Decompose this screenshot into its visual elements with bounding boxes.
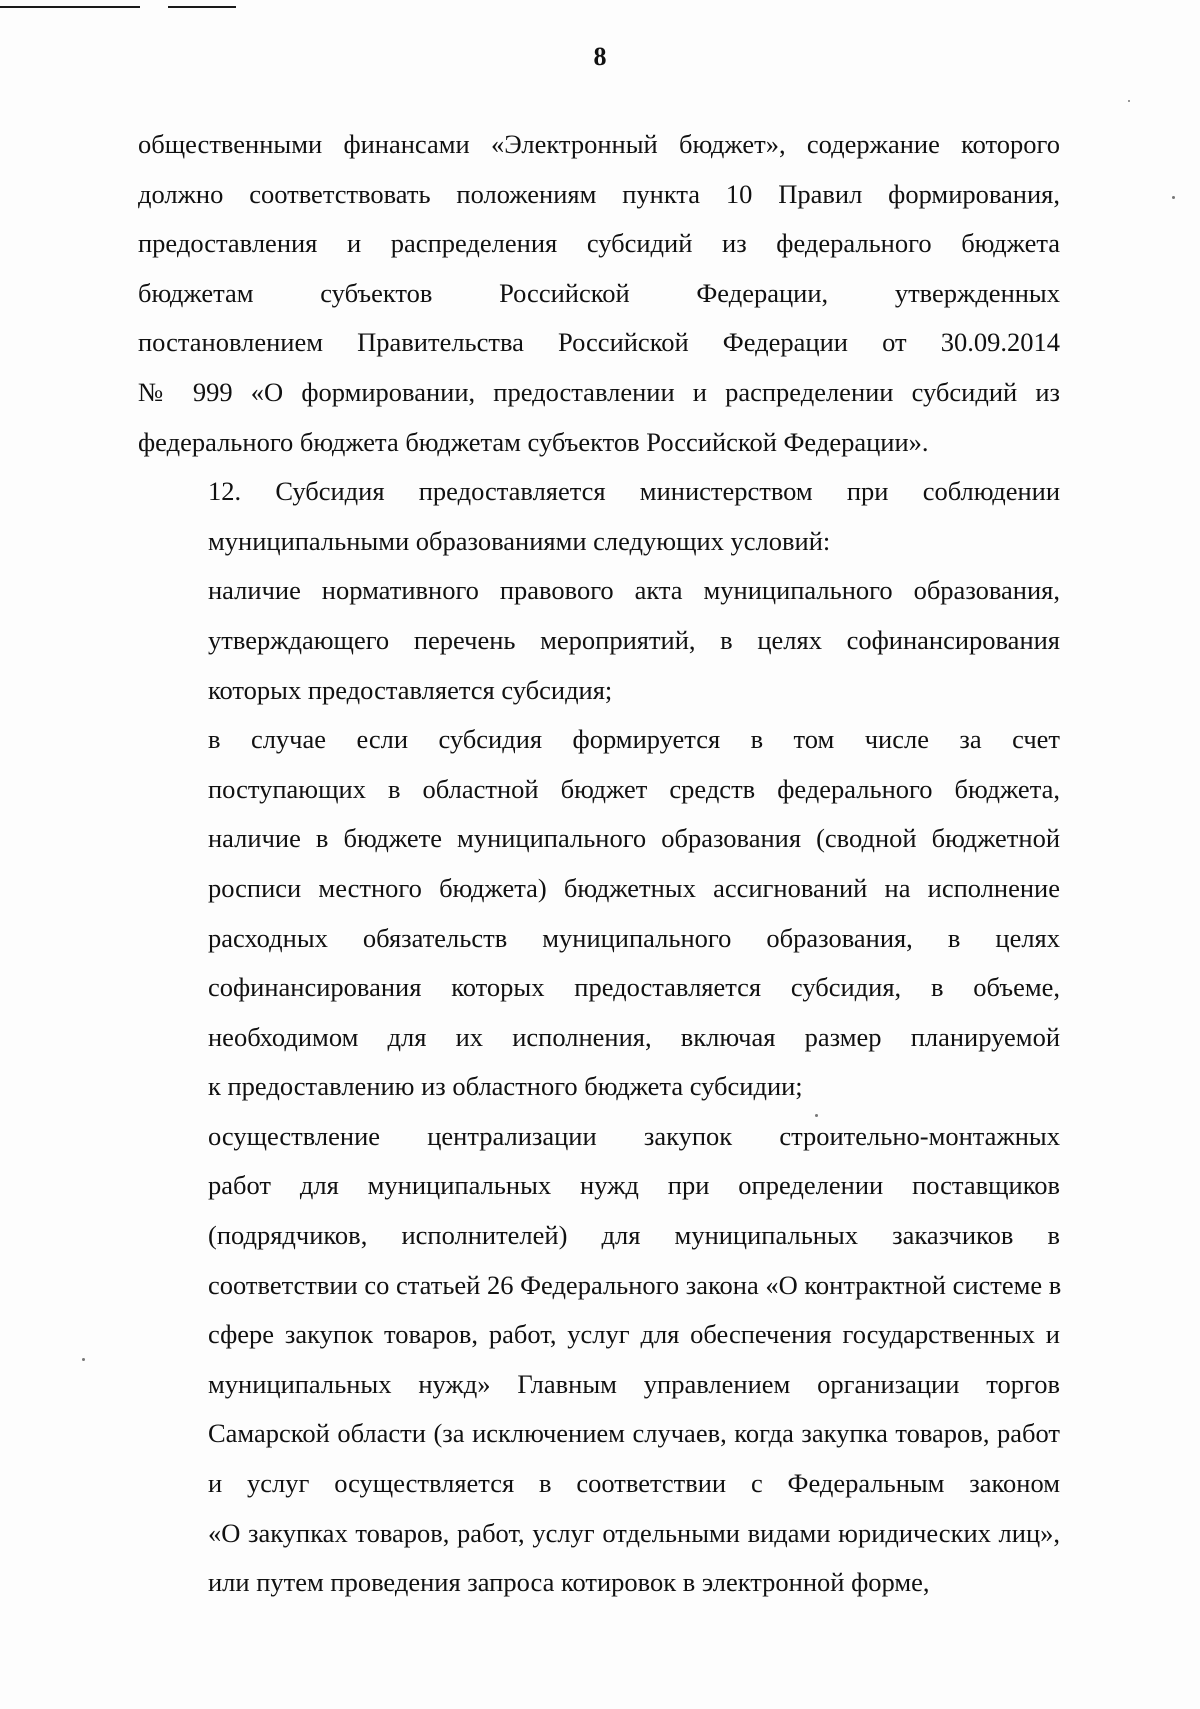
text-line: необходимом для их исполнения, включая размер планируемой (208, 1021, 1060, 1052)
text-line: 12. Субсидия предоставляется министерством при соблюдении (208, 476, 1060, 507)
text-line: росписи местного бюджета) бюджетных ассигнований на исполнение (208, 872, 1060, 903)
document-body (138, 120, 1060, 1608)
text-line: работ для муниципальных нужд при определении поставщиков (208, 1170, 1060, 1201)
text-line: должно соответствовать положениям пункта 10 Правил формирования, (138, 178, 1060, 209)
scan-artifact-line (0, 6, 140, 8)
text-line: бюджетам субъектов Российской Федерации, утвержденных (138, 277, 1060, 308)
text-line: наличие нормативного правового акта муниципального образования, (208, 575, 1060, 606)
page-number: 8 (593, 42, 607, 71)
text-line: муниципальными образованиями следующих условий: (208, 525, 831, 556)
text-line: которых предоставляется субсидия; (208, 674, 613, 705)
paragraph (138, 120, 1060, 467)
text-line: Самарской области (за исключением случаев, когда закупка товаров, работ (208, 1418, 1060, 1449)
paragraph (138, 715, 1060, 1112)
text-line: наличие в бюджете муниципального образования (сводной бюджетной (208, 823, 1060, 854)
text-line: осуществление централизации закупок строительно-монтажных (208, 1120, 1060, 1151)
text-line: и услуг осуществляется в соответствии с Федеральным законом (208, 1468, 1060, 1499)
scan-speck (815, 1114, 818, 1117)
text-line: муниципальных нужд» Главным управлением организации торгов (208, 1368, 1060, 1399)
text-line: федерального бюджета бюджетам субъектов Российской Федерации». (138, 426, 929, 457)
text-line: поступающих в областной бюджет средств федерального бюджета, (208, 773, 1060, 804)
text-line: или путем проведения запроса котировок в электронной форме, (208, 1567, 930, 1598)
paragraph (138, 467, 1060, 566)
text-line: «О закупках товаров, работ, услуг отдельными видами юридических лиц», (208, 1517, 1060, 1548)
paragraph (138, 1112, 1060, 1608)
text-line: соответствии со статьей 26 Федерального закона «О контрактной системе в (208, 1269, 1062, 1300)
scan-speck (82, 1358, 85, 1361)
text-line: расходных обязательств муниципального образования, в целях (208, 922, 1060, 953)
paragraph (138, 566, 1060, 715)
text-line: общественными финансами «Электронный бюджет», содержание которого (138, 129, 1060, 159)
text-line: предоставления и распределения субсидий из федерального бюджета (138, 228, 1060, 259)
text-line: постановлением Правительства Российской Федерации от 30.09.2014 (138, 327, 1060, 358)
text-line: сфере закупок товаров, работ, услуг для обеспечения государственных и (208, 1319, 1060, 1350)
text-line: софинансирования которых предоставляется субсидия, в объеме, (208, 972, 1060, 1003)
text-line: (подрядчиков, исполнителей) для муниципальных заказчиков в (208, 1220, 1060, 1251)
text-line: № 999 «О формировании, предоставлении и распределении субсидий из (138, 376, 1060, 407)
text-line: к предоставлению из областного бюджета субсидии; (208, 1071, 803, 1102)
text-line: в случае если субсидия формируется в том числе за счет (208, 724, 1060, 755)
text-line: утверждающего перечень мероприятий, в целях софинансирования (208, 624, 1060, 655)
scan-speck (1128, 100, 1130, 102)
scan-speck (1172, 196, 1175, 199)
scan-artifact-line (168, 6, 236, 8)
